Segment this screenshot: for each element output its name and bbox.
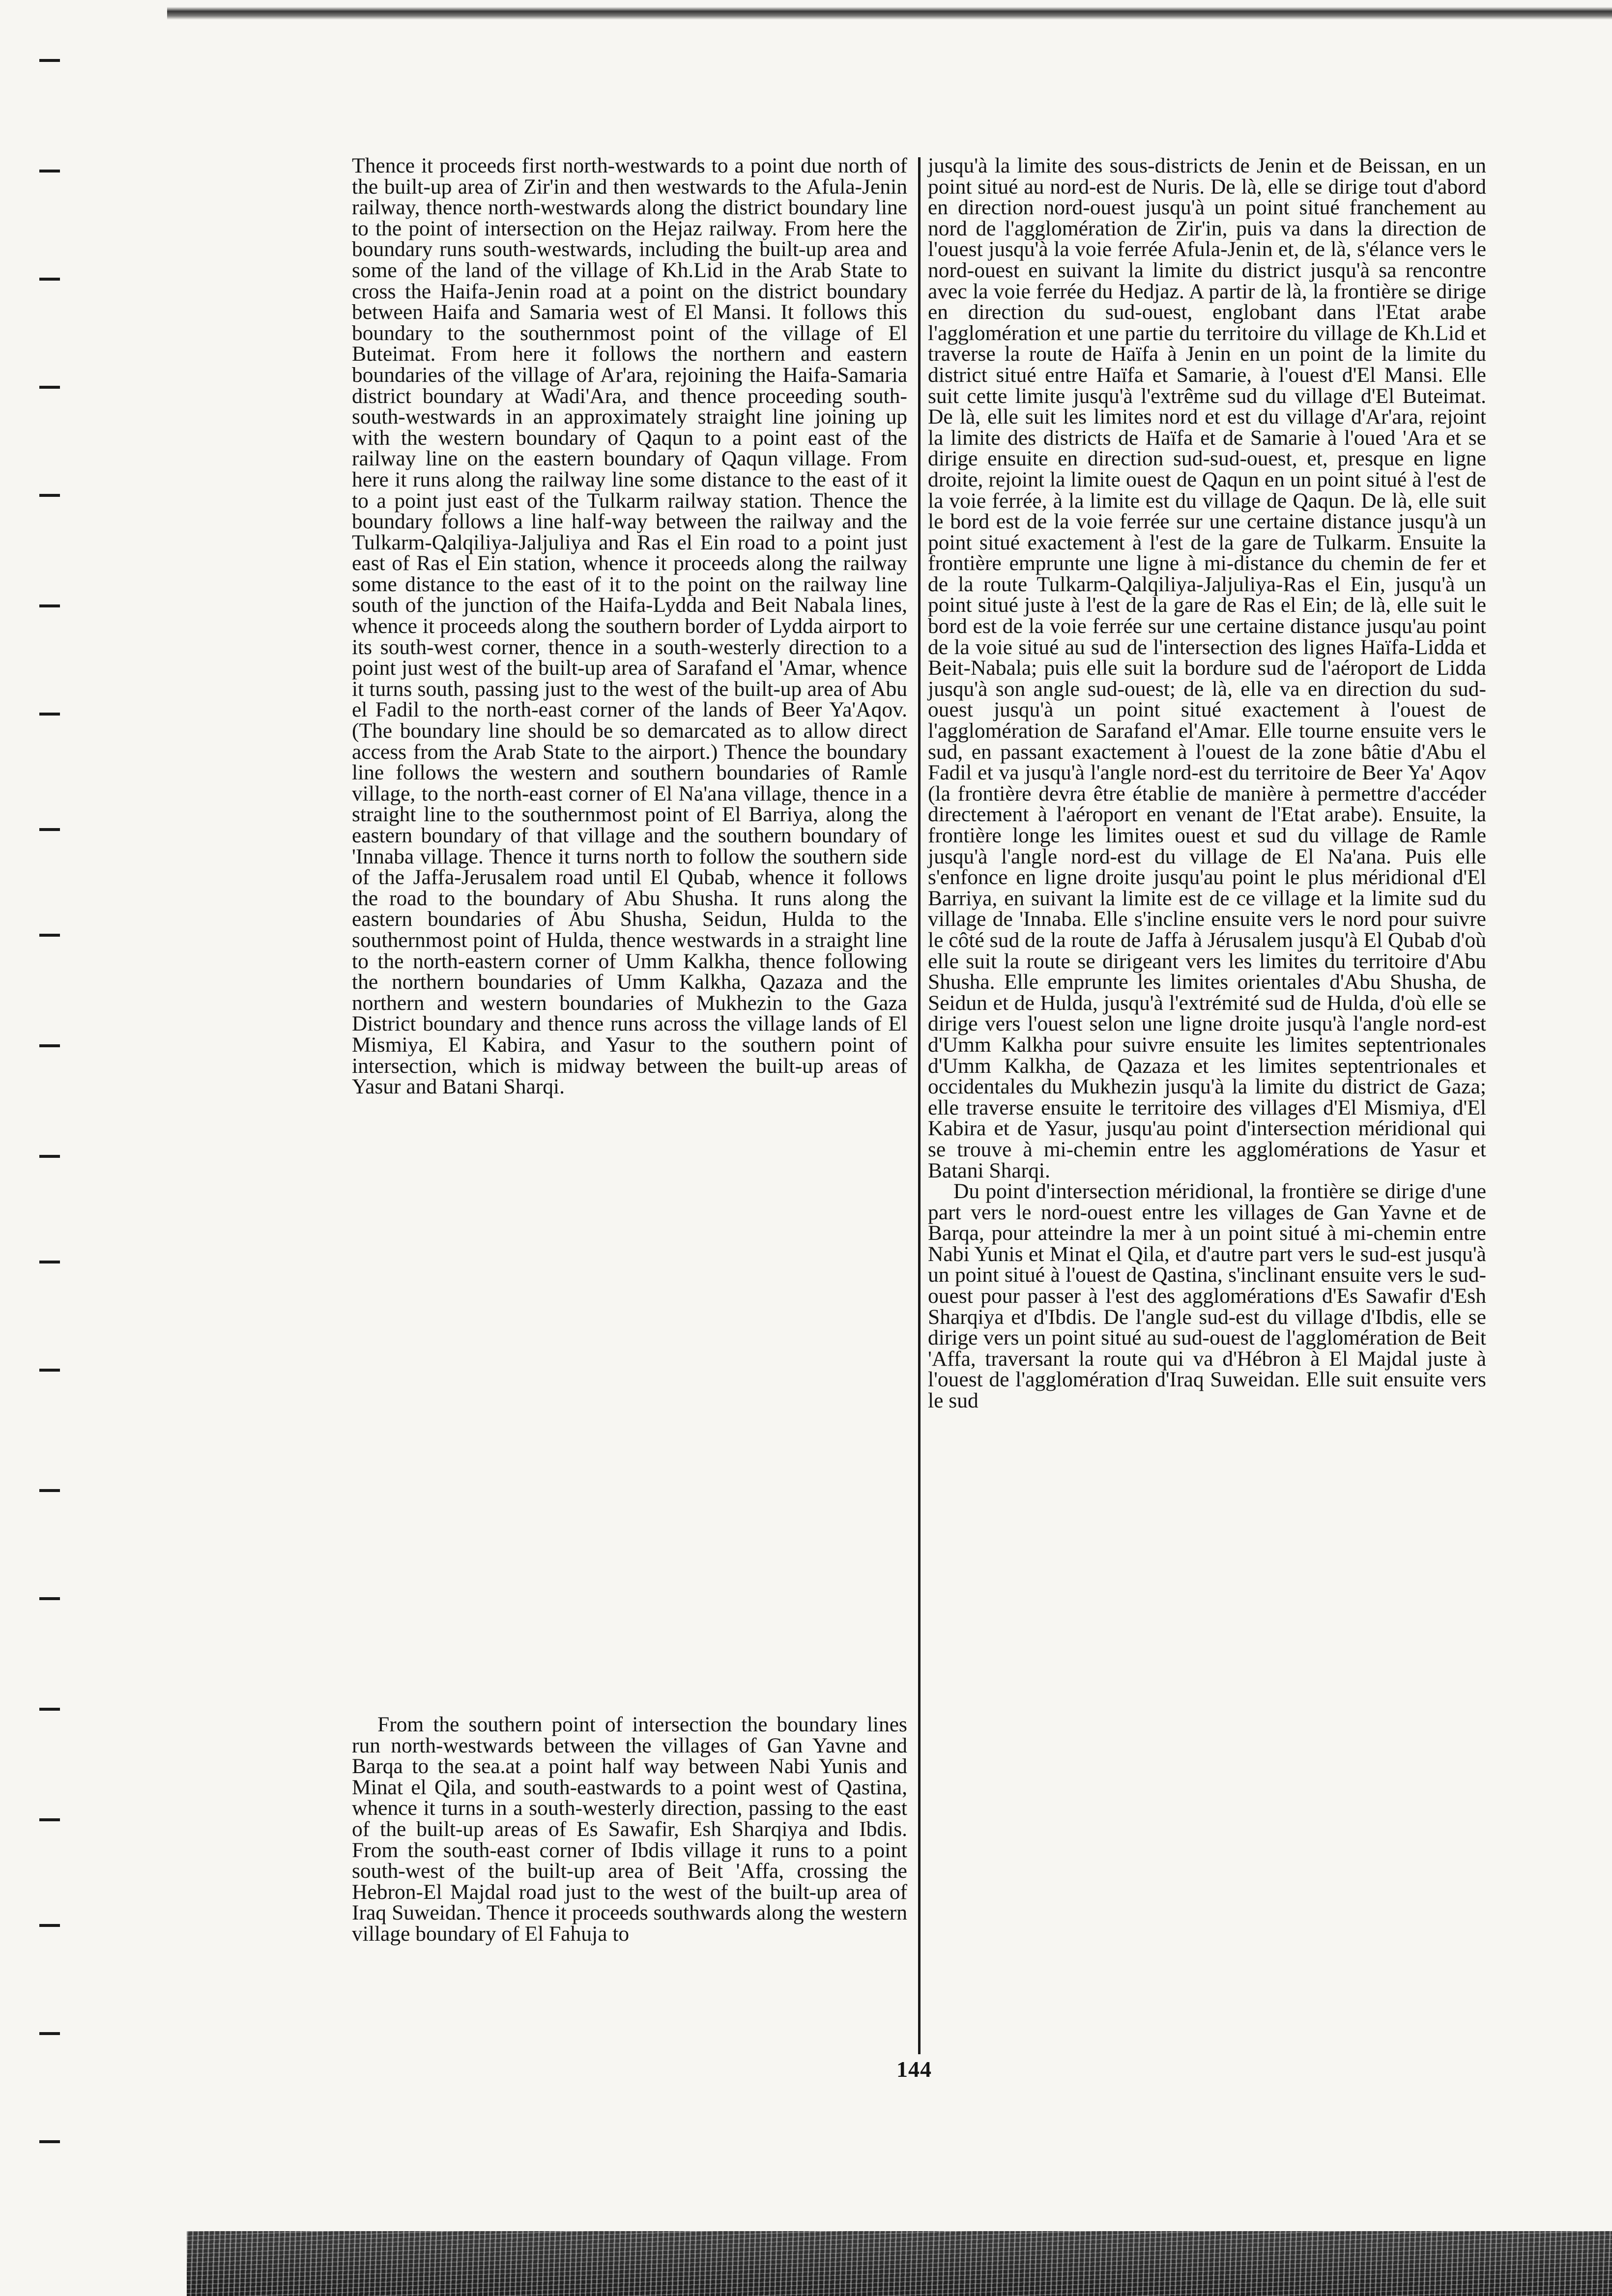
french-paragraph-2: Du point d'intersection méridional, la frontière se dirige d'une part vers le nord-ouest entre les villages de Gan Yavne et de Barqa, pour atteindre la mer à un point situé à mi-chemin entre Nabi Yunis et Minat el Qila, et d'autre part vers le sud-est jusqu'à un point situé à l'ouest de Qastina, s'inclinant ensuite vers le sud-ouest pour passer à l'est des agglomérations d'Es Sawafir d'Esh Sharqiya et d'Ibdis. De l'angle sud-est du village d'Ibdis, elle se dirige vers un point situé au sud-ouest de l'agglomération de Beit 'Affa, traversant la route qui va d'Hébron à El Majdal juste à l'ouest de l'agglomération d'Iraq Suweidan. Elle suit ensuite vers le sud bbox=[928, 1179, 1486, 1413]
french-paragraph-1: jusqu'à la limite des sous-districts de Jenin et de Beissan, en un point situé au nord-est de Nuris. De là, elle se dirige tout d'abord en direction nord-ouest jusqu'à un point situé franchement au nord de l'agglomération de Zir'in, puis va dans la direction de l'ouest jusqu'à la voie ferrée Afula-Jenin et, de là, s'élance vers le nord-ouest en suivant la limite du district jusqu'à sa rencontre avec la voie ferrée du Hedjaz. A partir de là, la frontière se dirige en direction du sud-ouest, englobant dans l'Etat arabe l'agglomération et une partie du territoire du village de Kh.Lid et traverse la route de Haïfa à Jenin en un point de la limite du district situé entre Haïfa et Samarie, à l'ouest d'El Mansi. Elle suit cette limite jusqu'à l'extrême sud du village d'El Buteimat. De là, elle suit les limites nord et est du village d'Ar'ara, rejoint la limite des districts de Haïfa et de Samarie à l'oued 'Ara et se dirige ensuite en direction sud-sud-ouest, et, presque en ligne droite, rejoint la limite ouest de Qaqun en un point situé à l'est de la voie ferrée, à la limite est du village de Qaqun. De là, elle suit le bord est de la voie ferrée sur une certaine distance jusqu'à un point situé exactement à l'est de la gare de Tulkarm. Ensuite la frontière emprunte une ligne à mi-distance du chemin de fer et de la route Tulkarm-Qalqiliya-Jaljuliya-Ras el Ein, jusqu'à un point situé juste à l'est de la gare de Ras el Ein; de là, elle suit le bord est de la voie ferrée sur une certaine distance jusqu'au point de la voie situé au sud de l'intersection des lignes Haïfa-Lidda et Beit-Nabala; puis elle suit la bordure sud de l'aéroport de Lidda jusqu'à son angle sud-ouest; de là, elle va en direction du sud-ouest jusqu'à un point situé exactement à l'ouest de l'agglomération de Sarafand el'Amar. Elle tourne ensuite vers le sud, en passant exactement à l'ouest de la zone bâtie d'Abu el Fadil et va jusqu'à l'angle nord-est du territoire de Beer Ya' Aqov (la frontière devra être établie de manière à permettre d'accéder directement à l'aéroport en venant de l'Etat arabe). Ensuite, la frontière longe les limites ouest et sud du village de Ramle jusqu'à l'angle nord-est du village de El Na'ana. Puis elle s'enfonce en ligne droite jusqu'au point le plus méridional d'El Barriya, en suivant la limite est de ce village et la limite sud du village de 'Innaba. Elle s'incline ensuite vers le nord pour suivre le côté sud de la route de Jaffa à Jérusalem jusqu'à El Qubab d'où elle suit la route se dirigeant vers les limites du territoire d'Abu Shusha. Elle emprunte les limites orientales d'Abu Shusha, de Seidun et de Hulda, jusqu'à l'extrémité sud de Hulda, d'où elle se dirige vers l'ouest selon une ligne droite jusqu'à l'angle nord-est d'Umm Kalkha pour suivre ensuite les limites septentrionales d'Umm Kalkha, de Qazaza et les limites septentrionales et occidentales du Mukhezin jusqu'à la limite du district de Gaza; elle traverse ensuite le territoire des villages d'El Mismiya, d'El Kabira et de Yasur, jusqu'au point d'intersection méridional qui se trouve à mi-chemin entre les agglomérations de Yasur et Batani Sharqi. bbox=[928, 154, 1486, 1182]
margin-tick bbox=[39, 1597, 60, 1600]
margin-tick bbox=[39, 1818, 60, 1821]
margin-tick bbox=[39, 170, 60, 172]
margin-tick bbox=[39, 1924, 60, 1927]
french-column bbox=[928, 155, 1486, 1411]
column-divider bbox=[918, 157, 921, 2054]
english-paragraph-2: From the southern point of intersection the boundary lines run north-westwards between the villages of Gan Yavne and Barqa to the sea.at a point half way between Nabi Yunis and Minat el Qila, and south-eastwards to a point west of Qastina, whence it turns in a south-westerly direction, passing to the east of the built-up areas of Es Sawafir, Esh Sharqiya and Ibdis. From the south-east corner of Ibdis village it runs to a point south-west of the built-up area of Beit 'Affa, crossing the Hebron-El Majdal road just to the west of the built-up area of Iraq Suweidan. Thence it proceeds southwards along the western village boundary of El Fahuja to bbox=[352, 1713, 907, 1946]
scan-edge-bottom bbox=[187, 2231, 1612, 2296]
margin-tick bbox=[39, 1369, 60, 1372]
margin-tick bbox=[39, 1155, 60, 1158]
margin-tick bbox=[39, 278, 60, 281]
margin-tick bbox=[39, 2032, 60, 2035]
margin-tick bbox=[39, 828, 60, 831]
margin-tick bbox=[39, 1489, 60, 1492]
margin-tick bbox=[39, 2140, 60, 2143]
scan-edge-top bbox=[167, 7, 1612, 20]
margin-tick bbox=[39, 713, 60, 716]
page-number: 144 bbox=[896, 2057, 932, 2082]
margin-tick bbox=[39, 494, 60, 497]
english-paragraph-1: Thence it proceeds first north-westwards to a point due north of the built-up area of Zir'in and then westwards to the Afula-Jenin railway, thence north-westwards along the district boundary line to the point of intersection on the Hejaz railway. From here the boundary runs south-westwards, including the built-up area and some of the land of the village of Kh.Lid in the Arab State to cross the Haifa-Jenin road at a point on the district boundary between Haifa and Samaria west of El Mansi. It follows this boundary to the southernmost point of the village of El Buteimat. From here it follows the northern and eastern boundaries of the village of Ar'ara, rejoining the Haifa-Samaria district boundary at Wadi'Ara, and thence proceeding south-south-westwards in an approximately straight line joining up with the western boundary of Qaqun to a point east of the railway line on the eastern boundary of Qaqun village. From here it runs along the railway line some distance to the east of it to a point just east of the Tulkarm railway station. Thence the boundary follows a line half-way between the railway and the Tulkarm-Qalqiliya-Jaljuliya and Ras el Ein road to a point just east of Ras el Ein station, whence it proceeds along the railway some distance to the east of it to the point on the railway line south of the junction of the Haifa-Lydda and Beit Nabala lines, whence it proceeds along the southern border of Lydda airport to its south-west corner, thence in a south-westerly direction to a point just west of the built-up area of Sarafand el 'Amar, whence it turns south, passing just to the west of the built-up area of Abu el Fadil to the north-east corner of the lands of Beer Ya'Aqov. (The boundary line should be so demarcated as to allow direct access from the Arab State to the airport.) Thence the boundary line follows the western and southern boundaries of Ramle village, to the north-east corner of El Na'ana village, thence in a straight line to the southernmost point of El Barriya, along the eastern boundary of that village and the southern boundary of 'Innaba village. Thence it turns north to follow the southern side of the Jaffa-Jerusalem road until El Qubab, whence it follows the road to the boundary of Abu Shusha. It runs along the eastern boundaries of Abu Shusha, Seidun, Hulda to the southernmost point of Hulda, thence westwards in a straight line to the north-eastern corner of Umm Kalkha, thence following the northern boundaries of Umm Kalkha, Qazaza and the northern and western boundaries of Mukhezin to the Gaza District boundary and thence runs across the village lands of El Mismiya, El Kabira, and Yasur to the southern point of intersection, which is midway between the built-up areas of Yasur and Batani Sharqi. bbox=[352, 154, 907, 1099]
english-column bbox=[352, 154, 907, 1946]
margin-tick bbox=[39, 1044, 60, 1047]
margin-tick bbox=[39, 604, 60, 607]
margin-tick bbox=[39, 59, 60, 62]
margin-tick bbox=[39, 1261, 60, 1263]
margin-tick bbox=[39, 1708, 60, 1711]
margin-tick bbox=[39, 386, 60, 389]
margin-tick bbox=[39, 934, 60, 937]
